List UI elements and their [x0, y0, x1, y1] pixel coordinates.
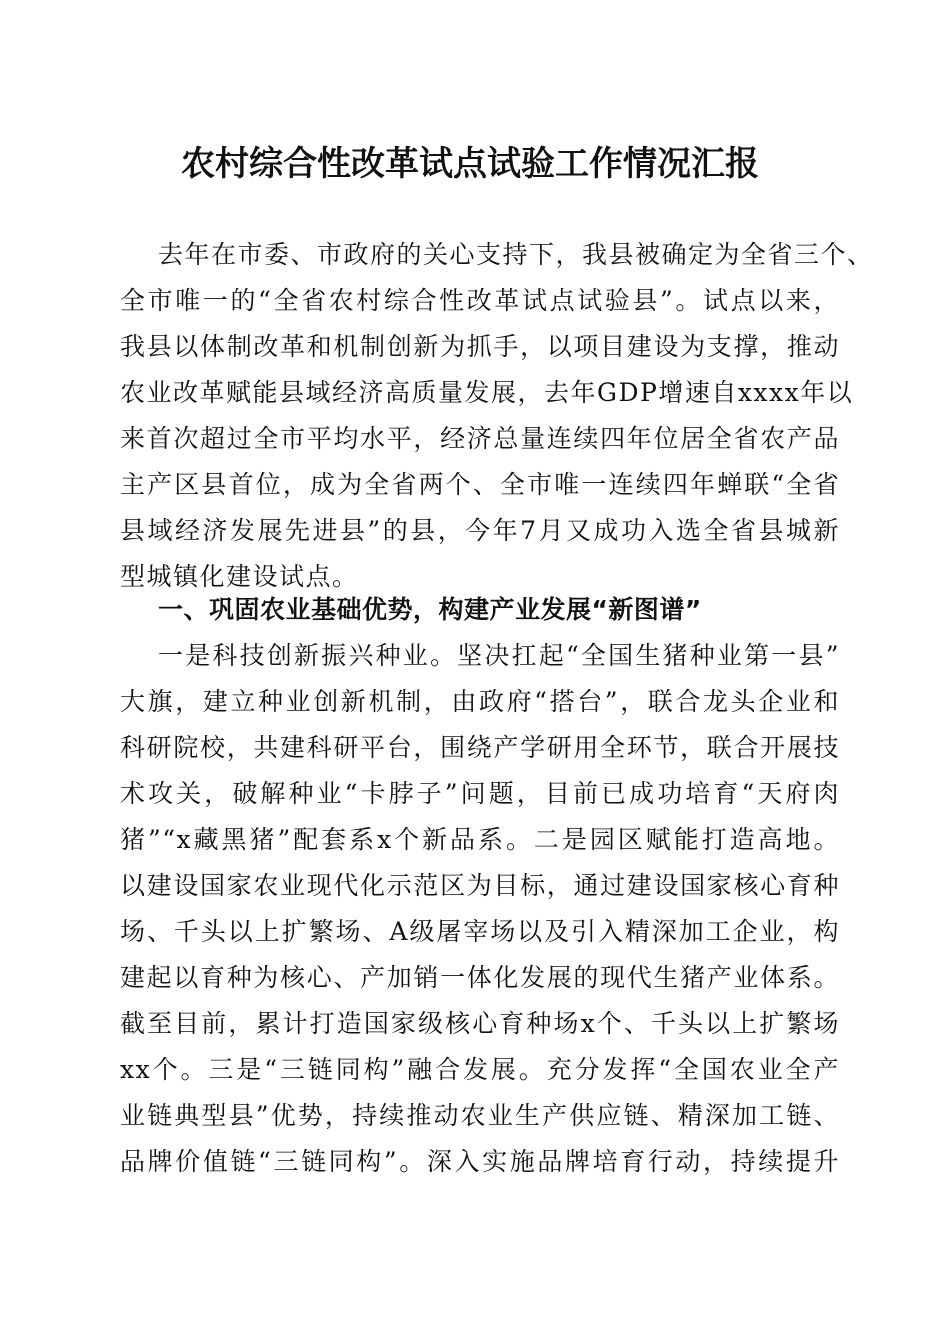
- document-title: 农村综合性改革试点试验工作情况汇报: [181, 144, 759, 184]
- text-line: 主产区县首位，成为全省两个、全市唯一连续四年蝉联“全省: [120, 470, 840, 499]
- section-heading-text: 一、巩固农业基础优势，构建产业发展“新图谱”: [158, 595, 702, 624]
- text-line: 一是科技创新振兴种业。坚决扛起“全国生猪种业第一县”: [158, 641, 840, 670]
- text-line: 县域经济发展先进县”的县，今年7月又成功入选全省县城新: [120, 516, 840, 545]
- section-heading-1: [120, 587, 840, 633]
- section1-paragraph: [120, 633, 840, 1185]
- text-line: 术攻关，破解种业“卡脖子”问题，目前已成功培育“天府肉: [120, 779, 840, 808]
- text-line: 科研院校，共建科研平台，围绕产学研用全环节，联合开展技: [120, 733, 840, 762]
- text-line: 去年在市委、市政府的关心支持下，我县被确定为全省三个、: [158, 240, 874, 269]
- text-line: xx个。三是“三链同构”融合发展。充分发挥“全国农业全产: [120, 1055, 840, 1084]
- intro-paragraph: [120, 232, 874, 600]
- text-line: 型城镇化建设试点。: [120, 562, 359, 591]
- text-line: 品牌价值链“三链同构”。深入实施品牌培育行动，持续提升: [120, 1147, 840, 1176]
- text-line: 业链典型县”优势，持续推动农业生产供应链、精深加工链、: [120, 1101, 840, 1130]
- text-line: 来首次超过全市平均水平，经济总量连续四年位居全省农产品: [120, 424, 840, 453]
- text-line: 建起以育种为核心、产加销一体化发展的现代生猪产业体系。: [120, 963, 840, 992]
- text-line: 猪”“x藏黑猪”配套系x个新品系。二是园区赋能打造高地。: [120, 825, 840, 854]
- text-line: 大旗，建立种业创新机制，由政府“搭台”，联合龙头企业和: [120, 687, 840, 716]
- text-line: 我县以体制改革和机制创新为抓手，以项目建设为支撑，推动: [120, 332, 840, 361]
- text-line: 场、千头以上扩繁场、A级屠宰场以及引入精深加工企业，构: [120, 917, 840, 946]
- text-line: 全市唯一的“全省农村综合性改革试点试验县”。试点以来，: [120, 286, 840, 315]
- text-line: 农业改革赋能县域经济高质量发展，去年GDP增速自xxxx年以: [120, 378, 854, 407]
- text-line: 以建设国家农业现代化示范区为目标，通过建设国家核心育种: [120, 871, 840, 900]
- text-line: 截至目前，累计打造国家级核心育种场x个、千头以上扩繁场: [120, 1009, 840, 1038]
